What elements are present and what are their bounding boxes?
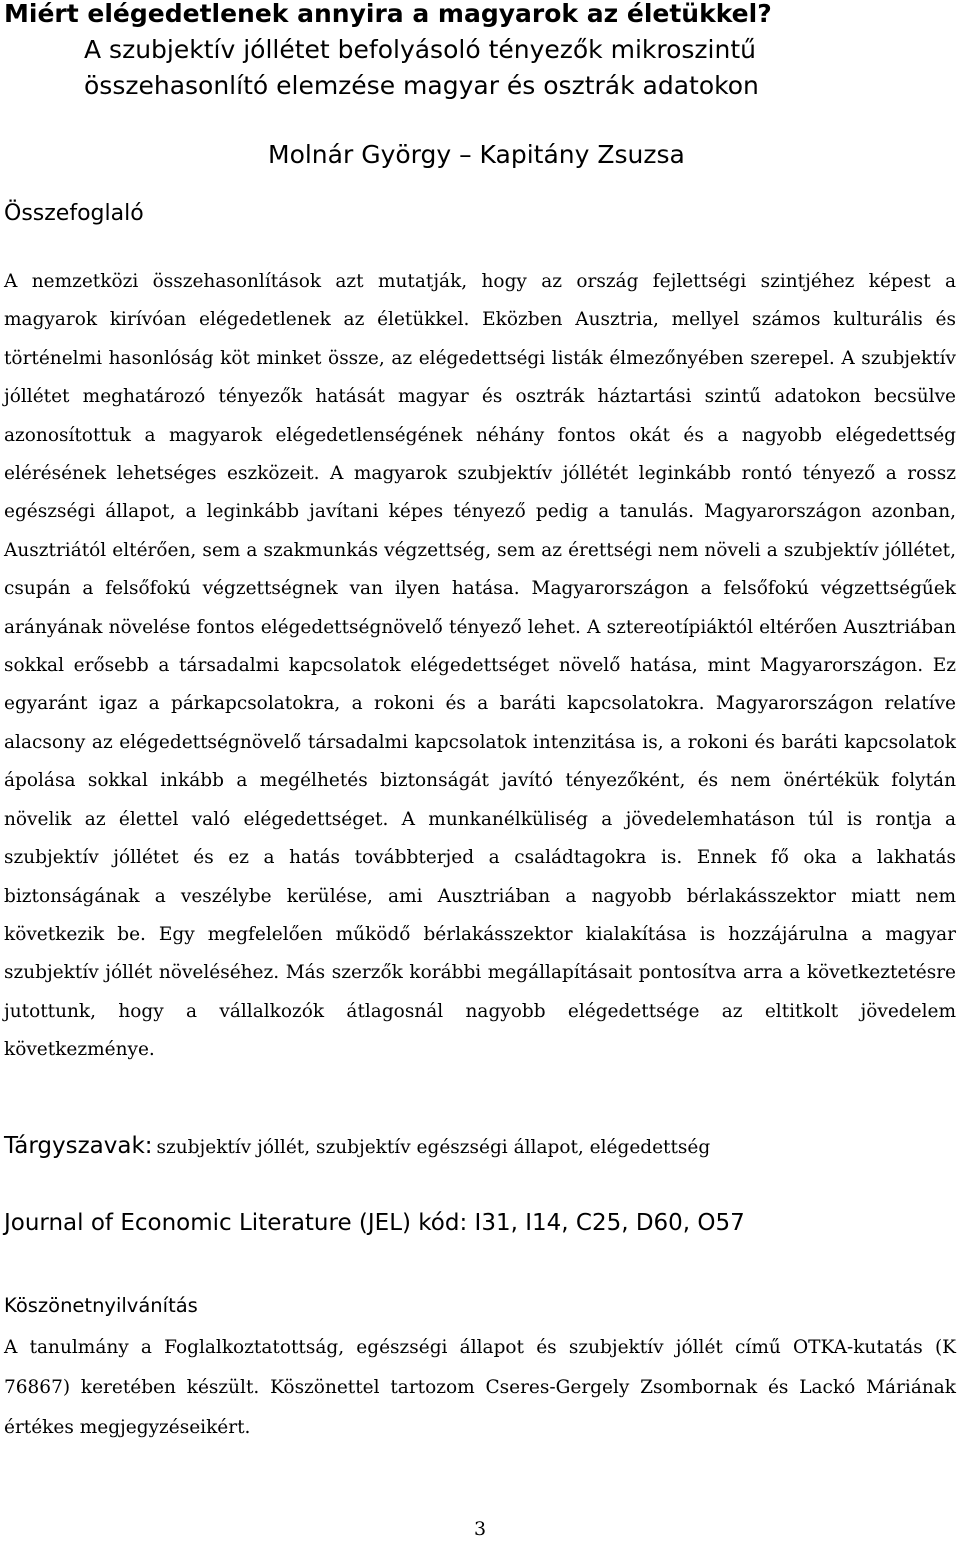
summary-heading: Összefoglaló — [4, 201, 144, 226]
keywords — [4, 1133, 956, 1159]
keywords-label: Tárgyszavak: — [4, 1133, 153, 1159]
paper-title: Miért elégedetlenek annyira a magyarok az életükkel? — [4, 0, 772, 28]
acknowledgement-heading: Köszönetnyilvánítás — [4, 1294, 198, 1317]
page-number: 3 — [473, 1518, 487, 1540]
acknowledgement-text: A tanulmány a Foglalkoztatottság, egészségi állapot és szubjektív jóllét című OTKA-kutatás (K 76867) keretében készült. Köszönettel tartozom Cseres-Gergely Zsombornak és Lackó Máriának értékes megjegyzéseikért. — [4, 1337, 956, 1438]
jel-codes: Journal of Economic Literature (JEL) kód: I31, I14, C25, D60, O57 — [4, 1210, 745, 1236]
keywords-text: szubjektív jóllét, szubjektív egészségi állapot, elégedettség — [156, 1137, 711, 1158]
authors: Molnár György – Kapitány Zsuzsa — [268, 140, 685, 169]
summary-text: A nemzetközi összehasonlítások azt mutatják, hogy az ország fejlettségi szintjéhez képest a magyarok kirívóan elégedetlenek az életükkel. Eközben Ausztria, mellyel számos kulturális és történelmi hasonlóság köt minket össze, az elégedettségi listák élmezőnyében szerepel. A szubjektív jóllétet meghatározó tényezők hatását magyar és osztrák háztartási szintű adatokon becsülve azonosítottuk a magyarok elégedetlenségének néhány fontos okát és a nagyobb elégedettség elérésének lehetséges eszközeit. A magyarok szubjektív jóllétét leginkább rontó tényező a rossz egészségi állapot, a leginkább javítani képes tényező pedig a tanulás. Magyarországon azonban, Ausztriától eltérően, sem a szakmunkás végzettség, sem az érettségi nem növeli a szubjektív jóllétet, csupán a felsőfokú végzettségnek van ilyen hatása. Magyarországon a felsőfokú végzettségűek arányának növelése fontos elégedettségnövelő tényező lehet. A sztereotípiáktól eltérően Ausztriában sokkal erősebb a társadalmi kapcsolatok elégedettséget növelő hatása, mint Magyarországon. Ez egyaránt igaz a párkapcsolatokra, a rokoni és a baráti kapcsolatokra. Magyarországon relatíve alacsony az elégedettségnövelő társadalmi kapcsolatok intenzitása is, a rokoni és baráti kapcsolatok ápolása sokkal inkább a megélhetés biztonságát javító tényezőként, és nem önértékük folytán növelik az élettel való elégedettséget. A munkanélküliség a jövedelemhatáson túl is rontja a szubjektív jóllétet és ez a hatás továbbterjed a családtagokra is. Ennek fő oka a lakhatás biztonságának a veszélybe kerülése, ami Ausztriában a nagyobb bérlakásszektor miatt nem következik be. Egy megfelelően működő bérlakásszektor kialakítása is hozzájárulna a magyar szubjektív jóllét növeléséhez. Más szerzők korábbi megállapításait pontosítva arra a következtetésre jutottunk, hogy a vállalkozók átlagosnál nagyobb elégedettsége az eltitkolt jövedelem következménye. — [4, 271, 956, 1061]
paper-subtitle: A szubjektív jóllétet befolyásoló tényezők mikroszintű összehasonlító elemzése magyar és osztrák adatokon — [84, 35, 759, 100]
